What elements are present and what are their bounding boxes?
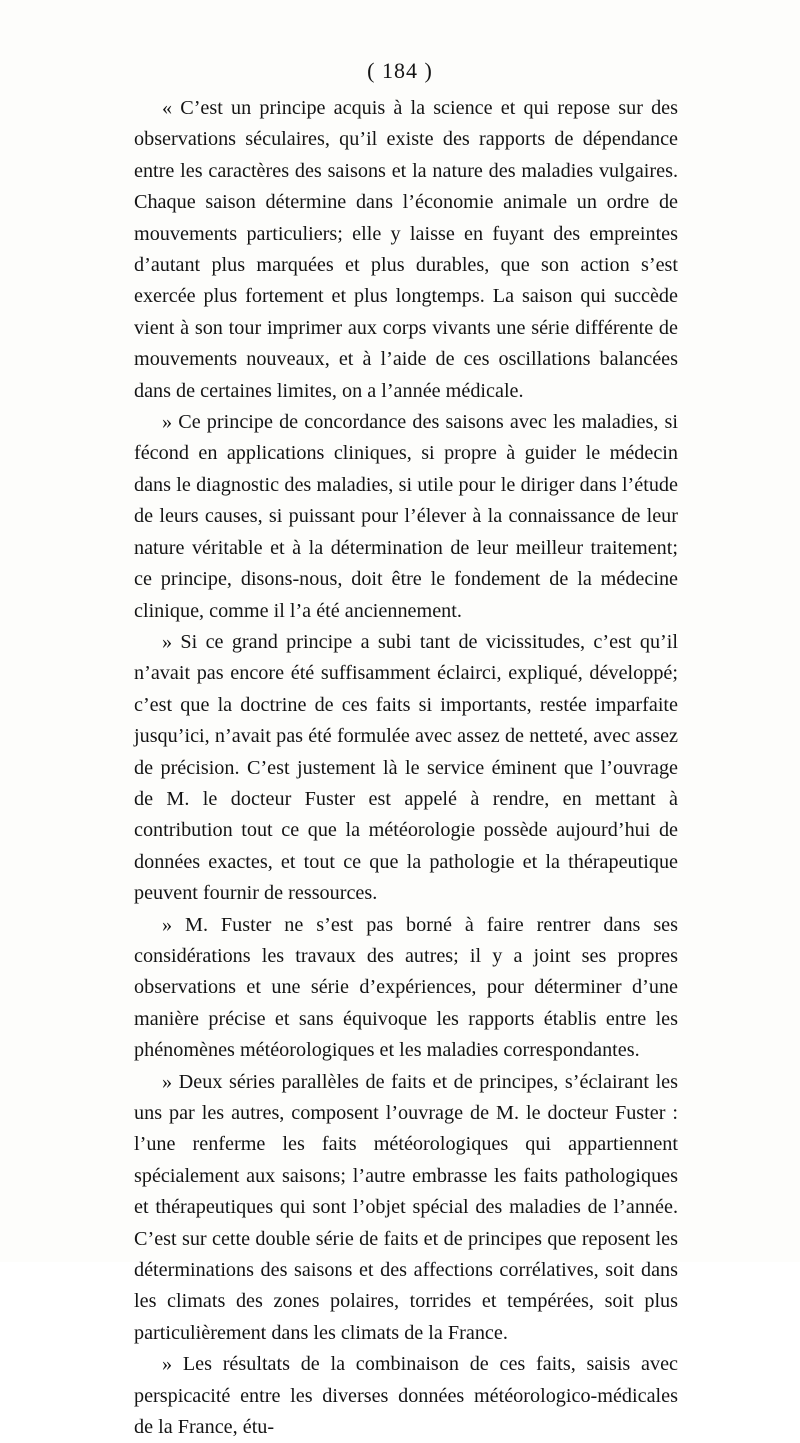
page-number: ( 184 ): [367, 58, 433, 83]
body-text: [134, 93, 678, 1443]
paragraph-2: » Ce principe de concordance des saisons avec les maladies, si fécond en applications cliniques, si propre à guider le médecin dans le diagnostic des maladies, si utile pour le diriger dans l’étude de leurs causes, si puissant pour l’élever à la connaissance de leur nature véritable et à la détermination de leur meilleur traitement; ce principe, disons-nous, doit être le fondement de la médecine clinique, comme il l’a été anciennement.: [134, 411, 678, 622]
paragraph-3: » Si ce grand principe a subi tant de vicissitudes, c’est qu’il n’avait pas encore été suffisamment éclairci, expliqué, développé; c’est que la doctrine de ces faits si importants, restée imparfaite jusqu’ici, n’avait pas été formulée avec assez de netteté, avec assez de précision. C’est justement là le service éminent que l’ouvrage de M. le docteur Fuster est appelé à rendre, en mettant à contribution tout ce que la météorologie possède aujourd’hui de données exactes, et tout ce que la pathologie et la thérapeutique peuvent fournir de ressources.: [134, 630, 678, 905]
paragraph-1: « C’est un principe acquis à la science et qui repose sur des observations séculaires, qu’il existe des rapports de dépendance entre les caractères des saisons et la nature des maladies vulgaires. Chaque saison détermine dans l’économie animale un ordre de mouvements particuliers; elle y laisse en fuyant des empreintes d’autant plus marquées et plus durables, que son action s’est exercée plus fortement et plus longtemps. La saison qui succède vient à son tour imprimer aux corps vivants une série différente de mouvements nouveaux, et à l’aide de ces oscillations balancées dans de certaines limites, on a l’année médicale.: [134, 97, 678, 402]
paragraph-6: » Les résultats de la combinaison de ces faits, saisis avec perspicacité entre les diverses données météorologico-médicales de la France, étu-: [134, 1353, 678, 1439]
paragraph-5: » Deux séries parallèles de faits et de principes, s’éclairant les uns par les autres, composent l’ouvrage de M. le docteur Fuster : l’une renferme les faits météorologiques qui appartiennent spécialement aux saisons; l’autre embrasse les faits pathologiques et thérapeutiques qui sont l’objet spécial des maladies de l’année. C’est sur cette double série de faits et de principes que reposent les déterminations des saisons et des affections corrélatives, soit dans les climats des zones polaires, torrides et tempérées, soit plus particulièrement dans les climats de la France.: [134, 1070, 678, 1344]
paragraph-4: » M. Fuster ne s’est pas borné à faire rentrer dans ses considérations les travaux des autres; il y a joint ses propres observations et une série d’expériences, pour déterminer d’une manière précise et sans équivoque les rapports établis entre les phénomènes météorologiques et les maladies correspondantes.: [134, 913, 678, 1062]
